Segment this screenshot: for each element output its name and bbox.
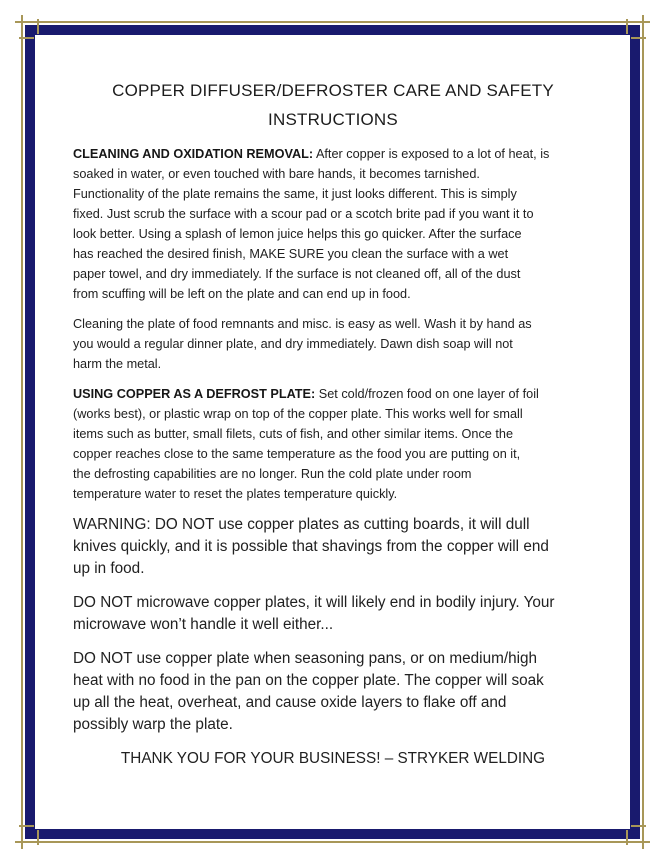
- paragraph: [73, 314, 593, 374]
- gold-border-line-left: [21, 15, 23, 849]
- text-line: Functionality of the plate remains the same, it just looks different. This is simply: [73, 187, 517, 201]
- text-line: from scuffing will be left on the plate and can end up in food.: [73, 287, 411, 301]
- text-line: look better. Using a splash of lemon juice helps this go quicker. After the surface: [73, 227, 522, 241]
- gold-corner-tick: [19, 37, 34, 39]
- paragraph: [73, 648, 593, 736]
- paragraph: [73, 514, 593, 580]
- text-line: possibly warp the plate.: [73, 716, 233, 733]
- text-line: Cleaning the plate of food remnants and misc. is easy as well. Wash it by hand as: [73, 317, 532, 331]
- text-line: knives quickly, and it is possible that shavings from the copper will end: [73, 538, 549, 555]
- text-line: soaked in water, or even touched with bare hands, it becomes tarnished.: [73, 167, 480, 181]
- gold-corner-tick: [37, 19, 39, 34]
- gold-corner-tick: [37, 830, 39, 845]
- document-body: [73, 144, 593, 770]
- text-line: has reached the desired finish, MAKE SURE you clean the surface with a wet: [73, 247, 509, 261]
- title-line: COPPER DIFFUSER/DEFROSTER CARE AND SAFETY: [112, 81, 554, 100]
- gold-corner-tick: [631, 825, 646, 827]
- text-line: temperature water to reset the plates temperature quickly.: [73, 487, 398, 501]
- gold-border-line-right: [642, 15, 644, 849]
- gold-corner-tick: [626, 830, 628, 845]
- paragraph: [73, 748, 593, 770]
- text-line: THANK YOU FOR YOUR BUSINESS! – STRYKER WELDING: [120, 750, 546, 767]
- text-line: (works best), or plastic wrap on top of the copper plate. This works well for small: [73, 407, 523, 421]
- text-line: CLEANING AND OXIDATION REMOVAL: After copper is exposed to a lot of heat, is: [73, 147, 550, 161]
- text-line: copper reaches close to the same temperature as the food you are putting on it,: [73, 447, 521, 461]
- text-line: DO NOT microwave copper plates, it will likely end in bodily injury. Your: [73, 594, 555, 611]
- gold-border-line-bottom: [15, 841, 650, 843]
- text-line: harm the metal.: [73, 357, 162, 371]
- document-content: [73, 76, 593, 782]
- paragraph: [73, 144, 593, 304]
- paragraph: [73, 384, 593, 504]
- paragraph-lead: CLEANING AND OXIDATION REMOVAL:: [73, 147, 314, 161]
- text-line: up in food.: [73, 560, 145, 577]
- document-title: [73, 76, 593, 134]
- gold-corner-tick: [19, 825, 34, 827]
- paragraph-lead: USING COPPER AS A DEFROST PLATE:: [73, 387, 316, 401]
- text-line: heat with no food in the pan on the copper plate. The copper will soak: [73, 672, 544, 689]
- text-line: the defrosting capabilities are no longer. Run the cold plate under room: [73, 467, 472, 481]
- title-line: INSTRUCTIONS: [268, 110, 398, 129]
- text-line: items such as butter, small filets, cuts of fish, and other similar items. Once the: [73, 427, 514, 441]
- text-line: DO NOT use copper plate when seasoning pans, or on medium/high: [73, 650, 537, 667]
- text-line: up all the heat, overheat, and cause oxide layers to flake off and: [73, 694, 507, 711]
- paragraph: [73, 592, 593, 636]
- gold-corner-tick: [626, 19, 628, 34]
- text-line: you would a regular dinner plate, and dry immediately. Dawn dish soap will not: [73, 337, 513, 351]
- text-line: fixed. Just scrub the surface with a scour pad or a scotch brite pad if you want it to: [73, 207, 534, 221]
- text-line: USING COPPER AS A DEFROST PLATE: Set cold/frozen food on one layer of foil: [73, 387, 539, 401]
- text-line: microwave won’t handle it well either...: [73, 616, 334, 633]
- gold-border-line-top: [15, 21, 650, 23]
- gold-corner-tick: [631, 37, 646, 39]
- text-line: WARNING: DO NOT use copper plates as cutting boards, it will dull: [73, 516, 530, 533]
- text-line: paper towel, and dry immediately. If the surface is not cleaned off, all of the dust: [73, 267, 521, 281]
